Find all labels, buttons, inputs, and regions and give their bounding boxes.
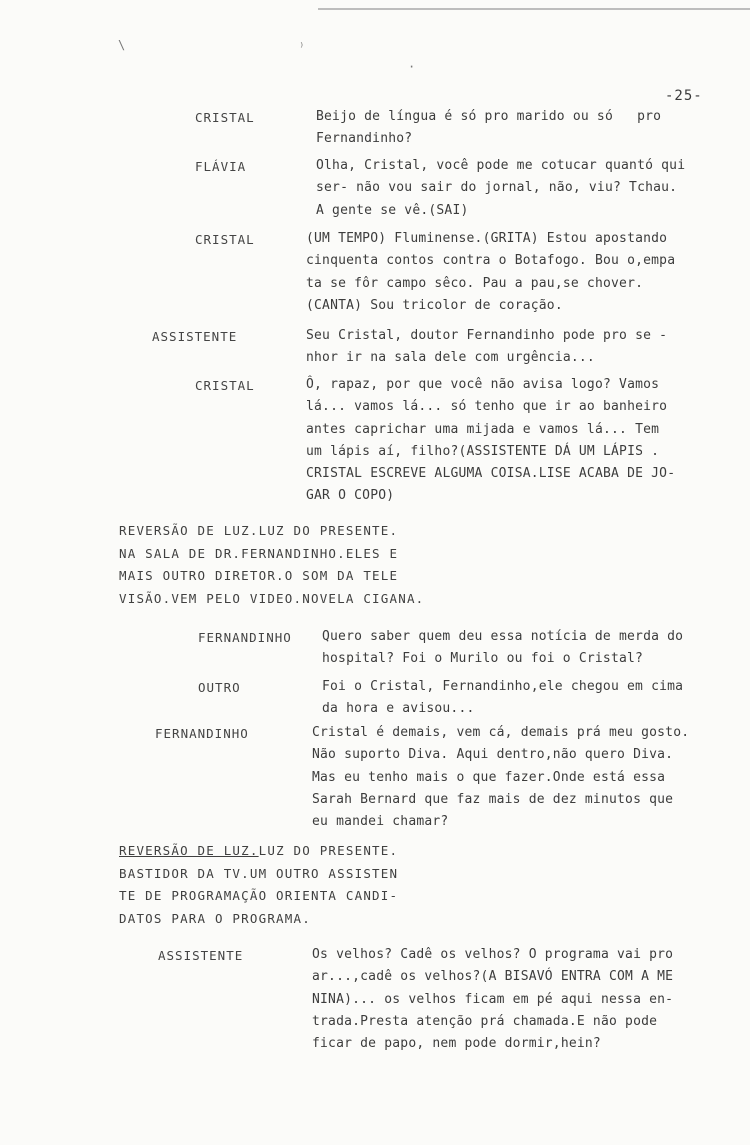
dialogue-line: eu mandei chamar? [312, 814, 449, 830]
dialogue-text [306, 374, 675, 508]
speaker-name: CRISTAL [195, 110, 255, 125]
stage-direction [119, 840, 398, 930]
dialogue-line: Olha, Cristal, você pode me cotucar quantó qui [316, 158, 686, 173]
dialogue-text [306, 325, 667, 370]
stage-line [119, 840, 398, 863]
dialogue-line: ta se fôr campo sêco. Pau a pau,se chover. [306, 275, 644, 291]
smudge-mark: \ [118, 38, 126, 52]
stage-line: NA SALA DE DR.FERNANDINHO.ELES E [119, 545, 399, 561]
dialogue-line: hospital? Foi o Murilo ou foi o Cristal? [322, 651, 644, 667]
dialogue-line: Beijo de língua é só pro marido ou só pro [316, 109, 662, 124]
dialogue-line: da hora e avisou... [322, 701, 475, 717]
dialogue-text [322, 676, 683, 721]
dialogue-line: trada.Presta atenção prá chamada.E não pode [312, 1013, 658, 1029]
dialogue-text [306, 228, 675, 317]
speaker-name: CRISTAL [195, 232, 255, 247]
stage-line: REVERSÃO DE LUZ.LUZ DO PRESENTE. [119, 523, 399, 538]
dialogue-line: ficar de papo, nem pode dormir,hein? [312, 1036, 601, 1052]
stage-heading-rest: LUZ DO PRESENTE. [258, 843, 399, 858]
dialogue-line: nhor ir na sala dele com urgência... [306, 350, 595, 366]
stage-line: TE DE PROGRAMAÇÃO ORIENTA CANDI- [119, 888, 399, 903]
stage-line: BASTIDOR DA TV.UM OUTRO ASSISTEN [119, 865, 399, 881]
dialogue-line: Seu Cristal, doutor Fernandinho pode pro se - [306, 328, 668, 343]
dialogue-line: NINA)... os velhos ficam em pé aqui nessa en- [312, 991, 674, 1007]
dialogue-line: Cristal é demais, vem cá, demais prá meu gosto. [312, 725, 690, 740]
dialogue-text [316, 106, 661, 151]
stage-direction [119, 520, 424, 610]
dialogue-line: GAR O COPO) [306, 488, 395, 504]
smudge-mark: · [408, 60, 416, 74]
dialogue-line: Os velhos? Cadê os velhos? O programa vai pro [312, 947, 674, 962]
dialogue-line: ar...,cadê os velhos?(A BISAVÓ ENTRA COM A ME [312, 969, 674, 985]
speaker-name: FERNANDINHO [198, 630, 292, 645]
dialogue-text [312, 944, 673, 1055]
dialogue-line: lá... vamos lá... só tenho que ir ao banheiro [306, 399, 668, 415]
dialogue-text [316, 155, 685, 222]
speaker-name: FERNANDINHO [155, 726, 249, 741]
speaker-name: OUTRO [198, 680, 241, 695]
stage-line: VISÃO.VEM PELO VIDEO.NOVELA CIGANA. [119, 590, 425, 606]
smudge-mark: ⁾ [298, 40, 306, 54]
speaker-name: ASSISTENTE [152, 329, 238, 344]
stage-line: MAIS OUTRO DIRETOR.O SOM DA TELE [119, 568, 399, 583]
dialogue-line: Ô, rapaz, por que você não avisa logo? Vamos [306, 377, 660, 392]
dialogue-line: antes caprichar uma mijada e vamos lá... Tem [306, 421, 660, 437]
dialogue-line: (CANTA) Sou tricolor de coração. [306, 297, 563, 313]
dialogue-line: A gente se vê.(SAI) [316, 202, 469, 218]
dialogue-line: Mas eu tenho mais o que fazer.Onde está essa [312, 769, 666, 785]
dialogue-line: Sarah Bernard que faz mais de dez minutos que [312, 791, 674, 807]
dialogue-line: CRISTAL ESCREVE ALGUMA COISA.LISE ACABA DE JO- [306, 466, 676, 482]
dialogue-text [312, 722, 689, 833]
dialogue-line: Foi o Cristal, Fernandinho,ele chegou em cima [322, 679, 684, 694]
top-border-line [318, 8, 750, 10]
dialogue-line: Quero saber quem deu essa notícia de merda do [322, 629, 684, 644]
page-number: -25- [665, 88, 703, 104]
dialogue-line: cinquenta contos contra o Botafogo. Bou o,empa [306, 253, 676, 269]
dialogue-line: Fernandinho? [316, 131, 413, 147]
speaker-name: CRISTAL [195, 378, 255, 393]
dialogue-line: ser- não vou sair do jornal, não, viu? Tchau. [316, 180, 678, 196]
speaker-name: FLÁVIA [195, 159, 247, 174]
dialogue-text [322, 626, 683, 671]
stage-line: DATOS PARA O PROGRAMA. [119, 910, 311, 926]
stage-heading-underlined: REVERSÃO DE LUZ. [119, 843, 259, 858]
dialogue-line: um lápis aí, filho?(ASSISTENTE DÁ UM LÁPIS . [306, 443, 660, 459]
dialogue-line: Não suporto Diva. Aqui dentro,não quero Diva. [312, 747, 674, 763]
speaker-name: ASSISTENTE [158, 948, 244, 963]
dialogue-line: (UM TEMPO) Fluminense.(GRITA) Estou apostando [306, 231, 668, 246]
